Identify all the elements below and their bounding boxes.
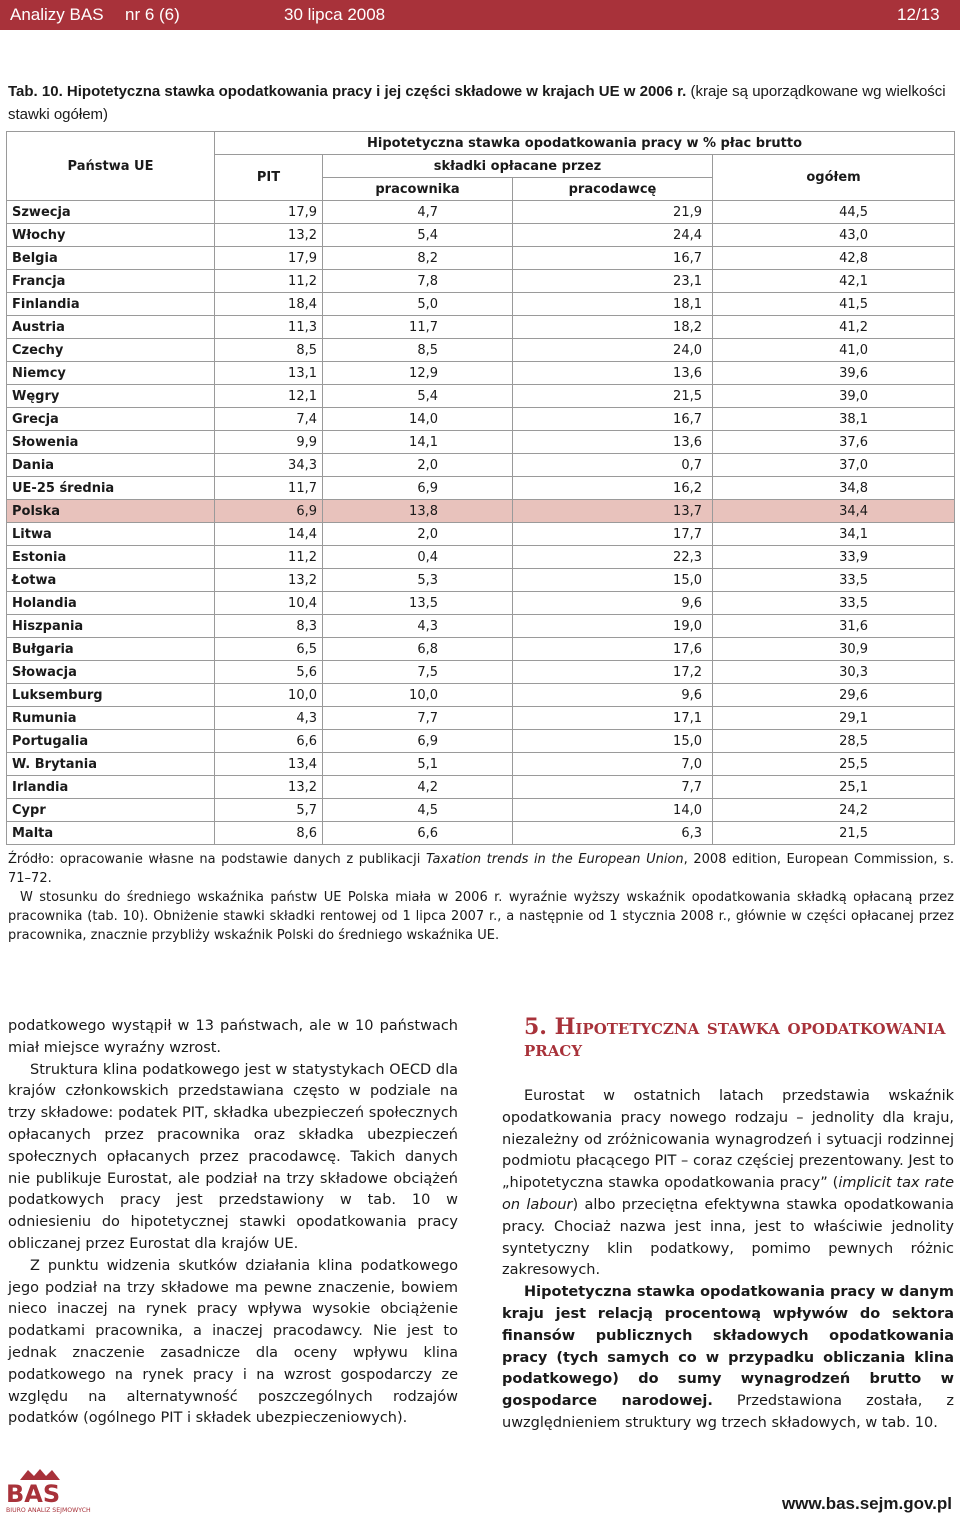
- pit-cell: 9,9: [215, 431, 323, 454]
- table-row: [7, 730, 955, 753]
- country-cell: Estonia: [7, 546, 215, 569]
- employee-cell: 5,1: [323, 753, 513, 776]
- table-row: [7, 270, 955, 293]
- employee-cell: 4,3: [323, 615, 513, 638]
- employer-cell: 13,6: [513, 362, 713, 385]
- logo-subtitle: BIURO ANALIZ SEJMOWYCH: [6, 1507, 91, 1514]
- header-pit: PIT: [215, 155, 323, 201]
- right-paragraph-2: [502, 1282, 954, 1435]
- pit-cell: 11,2: [215, 546, 323, 569]
- total-cell: 41,0: [713, 339, 955, 362]
- country-cell: Luksemburg: [7, 684, 215, 707]
- employer-cell: 9,6: [513, 592, 713, 615]
- total-cell: 44,5: [713, 201, 955, 224]
- header-contributions: składki opłacane przez: [323, 155, 713, 178]
- table-row: [7, 799, 955, 822]
- table-row: [7, 339, 955, 362]
- pit-cell: 17,9: [215, 201, 323, 224]
- source-line: [8, 850, 954, 888]
- table-row: [7, 362, 955, 385]
- pit-cell: 17,9: [215, 247, 323, 270]
- employer-cell: 19,0: [513, 615, 713, 638]
- pit-cell: 34,3: [215, 454, 323, 477]
- total-cell: 34,8: [713, 477, 955, 500]
- total-cell: 25,1: [713, 776, 955, 799]
- employer-cell: 7,7: [513, 776, 713, 799]
- total-cell: 42,1: [713, 270, 955, 293]
- left-paragraph-3: Z punktu widzenia skutków działania klina podatkowego jego podział na trzy składowe ma pewne znaczenie, bowiem nieco inaczej na rynek pracy wpływa wysokie obciążenie podatkami pracownika, a inaczej pracodawcy. Nie jest to jednak znaczenie zasadnicze dla oceny wpływu klina podatkowego na rynek pracy i na wzrost gospodarczy ze względu na alternatywność poszczególnych rodzajów podatków (ogólnego PIT i składek ubezpieczeniowych).: [8, 1257, 458, 1427]
- employee-cell: 5,4: [323, 224, 513, 247]
- page-number: 12/13: [897, 5, 940, 24]
- employer-cell: 17,1: [513, 707, 713, 730]
- total-cell: 24,2: [713, 799, 955, 822]
- country-cell: Czechy: [7, 339, 215, 362]
- country-cell: Cypr: [7, 799, 215, 822]
- pit-cell: 6,5: [215, 638, 323, 661]
- table-row: [7, 569, 955, 592]
- header-employer: pracodawcę: [513, 178, 713, 201]
- total-cell: 41,5: [713, 293, 955, 316]
- pit-cell: 13,4: [215, 753, 323, 776]
- employee-cell: 2,0: [323, 523, 513, 546]
- table-row: [7, 638, 955, 661]
- table-row: [7, 822, 955, 845]
- pit-cell: 11,7: [215, 477, 323, 500]
- country-cell: Węgry: [7, 385, 215, 408]
- employee-cell: 12,9: [323, 362, 513, 385]
- table-row: [7, 684, 955, 707]
- country-cell: Hiszpania: [7, 615, 215, 638]
- logo-text: BAS: [6, 1480, 61, 1508]
- employee-cell: 8,2: [323, 247, 513, 270]
- table-row: [7, 753, 955, 776]
- employee-cell: 2,0: [323, 454, 513, 477]
- table-row: [7, 316, 955, 339]
- employer-cell: 17,7: [513, 523, 713, 546]
- footer-url[interactable]: www.bas.sejm.gov.pl: [781, 1494, 952, 1513]
- total-cell: 34,1: [713, 523, 955, 546]
- pit-cell: 13,2: [215, 224, 323, 247]
- employee-cell: 0,4: [323, 546, 513, 569]
- pit-cell: 12,1: [215, 385, 323, 408]
- country-cell: Bułgaria: [7, 638, 215, 661]
- employee-cell: 14,0: [323, 408, 513, 431]
- table-row: [7, 615, 955, 638]
- pit-cell: 11,2: [215, 270, 323, 293]
- pit-cell: 5,7: [215, 799, 323, 822]
- table-row: [7, 201, 955, 224]
- employer-cell: 23,1: [513, 270, 713, 293]
- employee-cell: 8,5: [323, 339, 513, 362]
- section-heading: 5. Hipotetyczna stawka opodatkowania pracy: [524, 1014, 946, 1062]
- total-cell: 28,5: [713, 730, 955, 753]
- right-paragraph-1-italic: implicit tax rate on labour: [502, 1175, 954, 1213]
- total-cell: 21,5: [713, 822, 955, 845]
- employee-cell: 13,8: [323, 500, 513, 523]
- employer-cell: 21,5: [513, 385, 713, 408]
- total-cell: 31,6: [713, 615, 955, 638]
- header-employee: pracownika: [323, 178, 513, 201]
- employee-cell: 7,8: [323, 270, 513, 293]
- total-cell: 42,8: [713, 247, 955, 270]
- table-row: [7, 523, 955, 546]
- employer-cell: 15,0: [513, 569, 713, 592]
- country-cell: Finlandia: [7, 293, 215, 316]
- pit-cell: 14,4: [215, 523, 323, 546]
- total-cell: 33,9: [713, 546, 955, 569]
- table-row: [7, 454, 955, 477]
- employer-cell: 13,6: [513, 431, 713, 454]
- pit-cell: 13,2: [215, 569, 323, 592]
- employee-cell: 5,0: [323, 293, 513, 316]
- table-row: [7, 500, 955, 523]
- pit-cell: 10,4: [215, 592, 323, 615]
- country-cell: Belgia: [7, 247, 215, 270]
- employer-cell: 17,2: [513, 661, 713, 684]
- right-paragraph-1-a: Eurostat w ostatnich latach przedstawia wskaźnik opodatkowania pracy nowego rodzaju – jednolity dla kraju, niezależny od zróżnicowania wynagrodzeń i sytuacji rodzinnej podmiotu płacącego PIT – coraz częściej prezentowany. Jest to „hipotetyczna stawka opodatkowania pracy” (: [502, 1088, 954, 1192]
- right-paragraph-2-bold: Hipotetyczna stawka opodatkowania pracy w danym kraju jest relacją procentową wpływów do sektora finansów publicznych składowych opodatkowania pracy (tych samych co w przypadku obliczania klina podatkowego) do sumy wynagrodzeń brutto w gospodarce narodowej.: [502, 1284, 954, 1410]
- total-cell: 37,0: [713, 454, 955, 477]
- employee-cell: 10,0: [323, 684, 513, 707]
- total-cell: 41,2: [713, 316, 955, 339]
- employee-cell: 4,7: [323, 201, 513, 224]
- country-cell: Słowacja: [7, 661, 215, 684]
- table-row: [7, 707, 955, 730]
- table-row: [7, 592, 955, 615]
- employer-cell: 6,3: [513, 822, 713, 845]
- country-cell: Słowenia: [7, 431, 215, 454]
- country-cell: Grecja: [7, 408, 215, 431]
- country-cell: Portugalia: [7, 730, 215, 753]
- table-row: [7, 293, 955, 316]
- total-cell: 38,1: [713, 408, 955, 431]
- employer-cell: 13,7: [513, 500, 713, 523]
- country-cell: Dania: [7, 454, 215, 477]
- employer-cell: 18,2: [513, 316, 713, 339]
- total-cell: 33,5: [713, 592, 955, 615]
- pit-cell: 10,0: [215, 684, 323, 707]
- employee-cell: 6,9: [323, 477, 513, 500]
- table-row: [7, 408, 955, 431]
- country-cell: Irlandia: [7, 776, 215, 799]
- issue-date: 30 lipca 2008: [284, 5, 386, 24]
- employer-cell: 0,7: [513, 454, 713, 477]
- employer-cell: 24,0: [513, 339, 713, 362]
- table-body: [7, 201, 955, 845]
- total-cell: 30,3: [713, 661, 955, 684]
- total-cell: 25,5: [713, 753, 955, 776]
- header-total: ogółem: [713, 155, 955, 201]
- left-column: [8, 1016, 458, 1430]
- total-cell: 43,0: [713, 224, 955, 247]
- employee-cell: 5,4: [323, 385, 513, 408]
- country-cell: UE-25 średnia: [7, 477, 215, 500]
- header-country: Państwa UE: [7, 132, 215, 201]
- employer-cell: 15,0: [513, 730, 713, 753]
- employee-cell: 14,1: [323, 431, 513, 454]
- country-cell: Szwecja: [7, 201, 215, 224]
- pit-cell: 6,9: [215, 500, 323, 523]
- table-caption: [8, 80, 958, 126]
- employee-cell: 6,6: [323, 822, 513, 845]
- employer-cell: 17,6: [513, 638, 713, 661]
- employer-cell: 21,9: [513, 201, 713, 224]
- tax-rate-table: [6, 131, 955, 845]
- country-cell: Niemcy: [7, 362, 215, 385]
- employee-cell: 7,7: [323, 707, 513, 730]
- table-source: [8, 850, 954, 945]
- country-cell: Włochy: [7, 224, 215, 247]
- employer-cell: 7,0: [513, 753, 713, 776]
- total-cell: 39,0: [713, 385, 955, 408]
- pit-cell: 6,6: [215, 730, 323, 753]
- table-row: [7, 546, 955, 569]
- total-cell: 29,1: [713, 707, 955, 730]
- pit-cell: 4,3: [215, 707, 323, 730]
- employer-cell: 9,6: [513, 684, 713, 707]
- publication-title: Analizy BAS: [10, 5, 104, 24]
- pit-cell: 8,6: [215, 822, 323, 845]
- right-column: [502, 1016, 954, 1435]
- employee-cell: 6,8: [323, 638, 513, 661]
- pit-cell: 11,3: [215, 316, 323, 339]
- employer-cell: 24,4: [513, 224, 713, 247]
- employer-cell: 18,1: [513, 293, 713, 316]
- total-cell: 30,9: [713, 638, 955, 661]
- source-publication: Taxation trends in the European Union: [425, 852, 684, 867]
- pit-cell: 8,5: [215, 339, 323, 362]
- issue-number: nr 6 (6): [125, 5, 180, 24]
- employee-cell: 4,5: [323, 799, 513, 822]
- total-cell: 34,4: [713, 500, 955, 523]
- country-cell: Malta: [7, 822, 215, 845]
- header-bar: [0, 0, 960, 30]
- country-cell: Polska: [7, 500, 215, 523]
- table-row: [7, 247, 955, 270]
- employer-cell: 16,7: [513, 247, 713, 270]
- employee-cell: 5,3: [323, 569, 513, 592]
- right-paragraph-1: [502, 1086, 954, 1282]
- bas-logo: [6, 1466, 106, 1514]
- pit-cell: 5,6: [215, 661, 323, 684]
- left-paragraph-2: Struktura klina podatkowego jest w statystykach OECD dla krajów członkowskich przedstawiana często w podziale na trzy składowe: podatek PIT, składka ubezpieczeń społecznych opłacanych przez pracownika oraz składka ubezpieczeń społecznych opłacanych przez pracodawcę. Takich danych nie publikuje Eurostat, ale podział na trzy składowe obciążeń podatkowych pracy jest przedstawiony w tab. 10 w odniesieniu do hipotetycznej stawki opodatkowania pracy obliczanej przez Eurostat dla krajów UE.: [8, 1061, 458, 1252]
- country-cell: Francja: [7, 270, 215, 293]
- country-cell: Rumunia: [7, 707, 215, 730]
- employer-cell: 16,7: [513, 408, 713, 431]
- employee-cell: 13,5: [323, 592, 513, 615]
- total-cell: 39,6: [713, 362, 955, 385]
- table-caption-note: (kraje są uporządkowane wg wielkości stawki ogółem): [8, 83, 946, 123]
- table-row: [7, 661, 955, 684]
- header-group: Hipotetyczna stawka opodatkowania pracy w % płac brutto: [215, 132, 955, 155]
- employee-cell: 11,7: [323, 316, 513, 339]
- right-paragraph-1-b: ) albo przeciętna efektywna stawka opodatkowania pracy. Chociaż nazwa jest inna, jest to właściwie jednolity syntetyczny klin podatkowy, pomimo pewnych różnic zakresowych.: [502, 1196, 955, 1279]
- country-cell: W. Brytania: [7, 753, 215, 776]
- employee-cell: 4,2: [323, 776, 513, 799]
- total-cell: 29,6: [713, 684, 955, 707]
- right-paragraph-2-rest: Przedstawiona została, z uwzględnieniem struktury wg trzech składowych, w tab. 10.: [502, 1393, 954, 1431]
- pit-cell: 13,2: [215, 776, 323, 799]
- pit-cell: 7,4: [215, 408, 323, 431]
- pit-cell: 13,1: [215, 362, 323, 385]
- table-caption-title: Tab. 10. Hipotetyczna stawka opodatkowania pracy i jej części składowe w krajach UE w 2006 r.: [8, 83, 687, 100]
- source-note: W stosunku do średniego wskaźnika państw UE Polska miała w 2006 r. wyraźnie wyższy wskaźnik opodatkowania składką opłacaną przez pracownika (tab. 10). Obniżenie stawki składki rentowej od 1 lipca 2007 r., a następnie od 1 stycznia 2008 r., głównie w części opłacanej przez pracownika, znacznie przybliży wskaźnik Polski do średniego wskaźnika UE.: [8, 890, 954, 943]
- total-cell: 37,6: [713, 431, 955, 454]
- left-paragraph-1: podatkowego wystąpił w 13 państwach, ale w 10 państwach miał miejsce wyraźny wzrost.: [8, 1018, 458, 1056]
- pit-cell: 18,4: [215, 293, 323, 316]
- employee-cell: 7,5: [323, 661, 513, 684]
- logo-crown-icon: [20, 1469, 60, 1480]
- country-cell: Litwa: [7, 523, 215, 546]
- table-row: [7, 776, 955, 799]
- source-suffix: , 2008 edition, European Commission, s. 71–72.: [8, 852, 954, 886]
- employer-cell: 14,0: [513, 799, 713, 822]
- country-cell: Holandia: [7, 592, 215, 615]
- table-row: [7, 385, 955, 408]
- table-row: [7, 477, 955, 500]
- employer-cell: 16,2: [513, 477, 713, 500]
- source-prefix: Źródło: opracowanie własne na podstawie danych z publikacji: [8, 852, 426, 867]
- country-cell: Austria: [7, 316, 215, 339]
- country-cell: Łotwa: [7, 569, 215, 592]
- pit-cell: 8,3: [215, 615, 323, 638]
- total-cell: 33,5: [713, 569, 955, 592]
- employer-cell: 22,3: [513, 546, 713, 569]
- table-row: [7, 431, 955, 454]
- table-row: [7, 224, 955, 247]
- employee-cell: 6,9: [323, 730, 513, 753]
